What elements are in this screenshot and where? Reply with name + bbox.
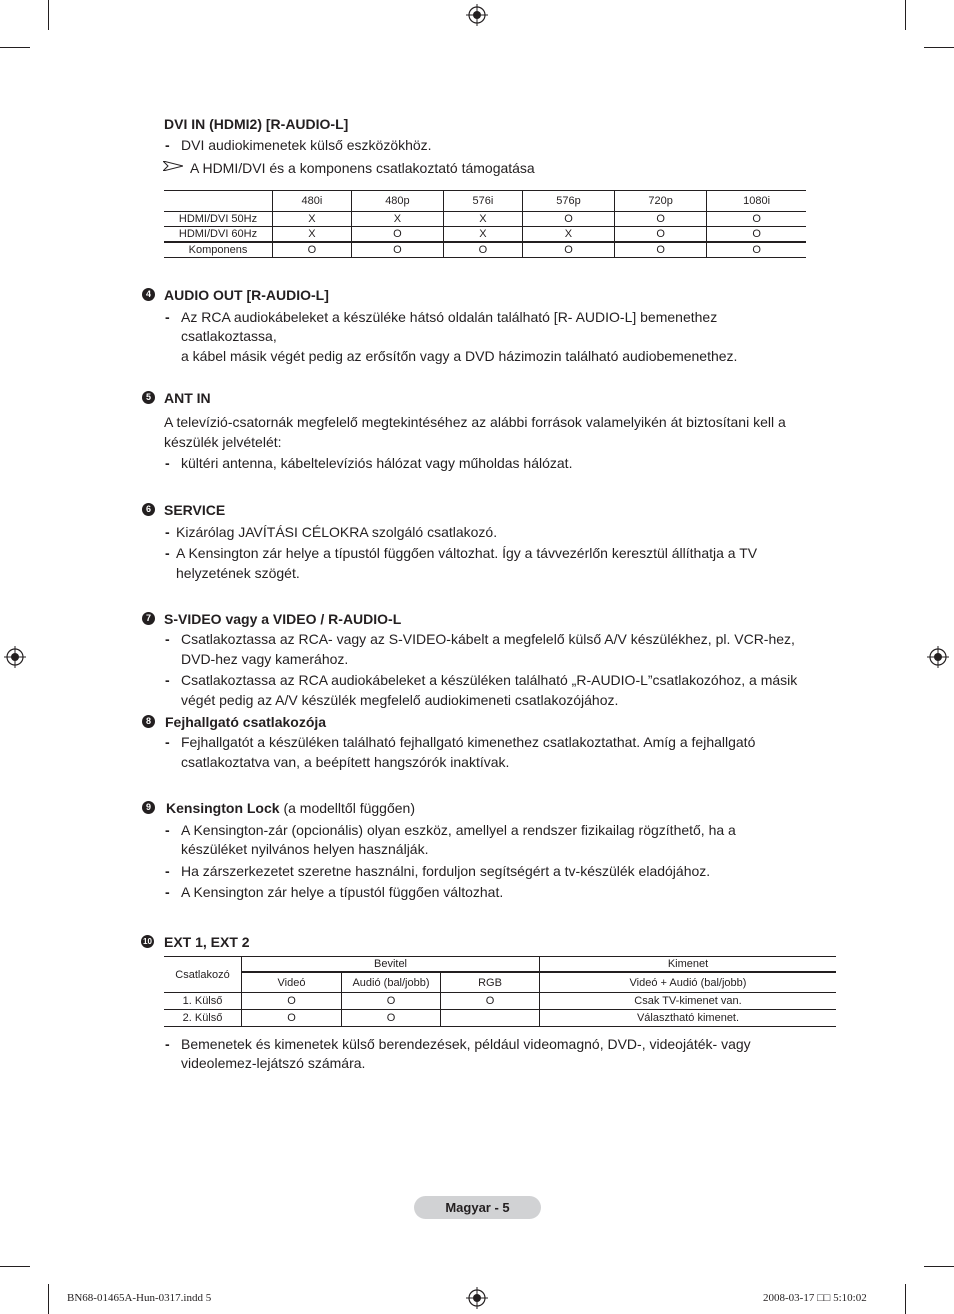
table-cell: O bbox=[342, 1010, 441, 1027]
table-cell bbox=[441, 1010, 540, 1027]
table-cell: O bbox=[707, 212, 806, 227]
table-cell: HDMI/DVI 50Hz bbox=[178, 213, 258, 225]
table-cell: HDMI/DVI 60Hz bbox=[178, 228, 258, 240]
service-bullet: Kizárólag JAVÍTÁSI CÉLOKRA szolgáló csatlakozó. bbox=[176, 524, 498, 540]
bullet-dash: - bbox=[165, 1036, 170, 1052]
section-number-badge: 7 bbox=[142, 612, 155, 625]
table-cell: X bbox=[351, 212, 443, 227]
audio-out-title: AUDIO OUT [R-AUDIO-L] bbox=[164, 287, 329, 303]
bullet-dash: - bbox=[165, 863, 170, 879]
ant-in-line: A televízió-csatornák megfelelő megtekintéséhez az alábbi források valamelyikén át biztosítani kell a bbox=[164, 414, 786, 430]
table-header-cell: 480p bbox=[351, 191, 443, 212]
bullet-dash: - bbox=[165, 884, 170, 900]
crop-mark bbox=[924, 47, 954, 48]
headphone-title: Fejhallgató csatlakozója bbox=[165, 714, 327, 730]
bullet-dash: - bbox=[165, 524, 170, 540]
ext-rgb-header: RGB bbox=[441, 972, 540, 993]
crop-mark bbox=[0, 47, 30, 48]
ext-input-header: Bevitel bbox=[242, 957, 540, 973]
table-cell: X bbox=[273, 227, 352, 243]
table-cell: O bbox=[242, 993, 342, 1010]
ext-output-sub-header: Videó + Audió (bal/jobb) bbox=[540, 972, 837, 993]
section-number-badge: 10 bbox=[141, 935, 154, 948]
crop-mark bbox=[905, 1284, 906, 1314]
service-title: SERVICE bbox=[164, 502, 226, 518]
table-cell: O bbox=[615, 212, 707, 227]
kensington-bullet: A Kensington zár helye a típustól függően változhat. bbox=[181, 884, 504, 900]
ext-audio-header: Audió (bal/jobb) bbox=[342, 972, 441, 993]
table-cell: O bbox=[441, 993, 540, 1010]
kensington-bullet: készüléket nyilvános helyen használják. bbox=[181, 841, 429, 857]
ext-video-header: Videó bbox=[242, 972, 342, 993]
table-row bbox=[164, 242, 806, 258]
bullet-dash: - bbox=[165, 672, 170, 688]
table-cell: X bbox=[444, 212, 523, 227]
table-cell: O bbox=[342, 993, 441, 1010]
crop-mark bbox=[48, 0, 49, 30]
svideo-bullet: végét pedig az A/V készülék megfelelő audiokimeneti csatlakozójához. bbox=[181, 692, 619, 708]
section-number-badge: 9 bbox=[142, 801, 155, 814]
table-header-cell: 576i bbox=[444, 191, 523, 212]
ext-table bbox=[164, 956, 836, 1027]
dvi-title: DVI IN (HDMI2) [R-AUDIO-L] bbox=[164, 116, 349, 132]
section-number-badge: 5 bbox=[142, 391, 155, 404]
svideo-bullet: Csatlakoztassa az RCA- vagy az S-VIDEO-kábelt a megfelelő külső A/V készülékhez, pl. VCR-hez, bbox=[181, 631, 795, 647]
svideo-bullet: Csatlakoztassa az RCA audiokábeleket a készüléken található „R-AUDIO-L”csatlakozóhoz, a másik bbox=[181, 672, 798, 688]
note-arrow-icon bbox=[163, 161, 183, 171]
file-slug: BN68-01465A-Hun-0317.indd 5 bbox=[67, 1292, 212, 1304]
ext-bullet: Bemenetek és kimenetek külső berendezések, például videomagnó, DVD-, videojáték- vagy bbox=[181, 1036, 751, 1052]
kensington-bullet: Ha zárszerkezetet szeretne használni, forduljon segítségért a tv-készülék eladójához. bbox=[181, 863, 711, 879]
kensington-subtitle: (a modelltől függően) bbox=[283, 800, 415, 816]
table-cell: O bbox=[615, 227, 707, 243]
table-cell: Csak TV-kimenet van. bbox=[540, 993, 837, 1010]
table-row bbox=[164, 227, 806, 243]
bullet-dash: - bbox=[165, 137, 170, 153]
ant-in-bullet: kültéri antenna, kábeltelevíziós hálózat vagy műholdas hálózat. bbox=[181, 455, 573, 471]
bullet-dash: - bbox=[165, 545, 170, 561]
ant-in-line: készülék jelvételét: bbox=[164, 434, 282, 450]
table-cell: X bbox=[522, 227, 614, 243]
table-cell: 1. Külső bbox=[182, 995, 223, 1007]
svideo-title: S-VIDEO vagy a VIDEO / R-AUDIO-L bbox=[164, 611, 402, 627]
ext-bullet: videolemez-lejátszó számára. bbox=[181, 1055, 366, 1071]
registration-mark-icon bbox=[466, 1287, 488, 1309]
bullet-dash: - bbox=[165, 309, 170, 325]
table-cell: O bbox=[707, 242, 806, 258]
table-cell: O bbox=[522, 212, 614, 227]
dvi-bullet: DVI audiokimenetek külső eszközökhöz. bbox=[181, 137, 432, 153]
registration-mark-icon bbox=[927, 646, 949, 668]
table-header-cell: 480i bbox=[273, 191, 352, 212]
table-cell: O bbox=[273, 242, 352, 258]
ext-connector-header: Csatlakozó bbox=[164, 957, 242, 993]
table-cell: X bbox=[273, 212, 352, 227]
section-number-badge: 8 bbox=[142, 715, 155, 728]
svideo-bullet: DVD-hez vagy kamerához. bbox=[181, 651, 349, 667]
crop-mark bbox=[0, 1266, 30, 1267]
registration-mark-icon bbox=[466, 4, 488, 26]
table-cell: Választható kimenet. bbox=[540, 1010, 837, 1027]
bullet-dash: - bbox=[165, 822, 170, 838]
bullet-dash: - bbox=[165, 734, 170, 750]
table-cell: O bbox=[522, 242, 614, 258]
hdmi-support-table bbox=[164, 190, 806, 258]
service-bullet: helyzetének szögét. bbox=[176, 565, 300, 581]
table-cell: 2. Külső bbox=[182, 1012, 223, 1024]
table-header-cell: 1080i bbox=[707, 191, 806, 212]
service-bullet: A Kensington zár helye a típustól függően változhat. Így a távvezérlőn keresztül állíthatja a TV bbox=[176, 545, 758, 561]
ant-in-title: ANT IN bbox=[164, 390, 211, 406]
page-number-label: Magyar - 5 bbox=[414, 1196, 541, 1219]
table-cell: Komponens bbox=[188, 244, 248, 256]
table-cell: O bbox=[707, 227, 806, 243]
table-header-cell: 720p bbox=[615, 191, 707, 212]
table-cell: X bbox=[444, 227, 523, 243]
audio-out-line: a kábel másik végét pedig az erősítőn vagy a DVD házimozin található audiobemenethez. bbox=[181, 348, 738, 364]
table-cell: O bbox=[444, 242, 523, 258]
dvi-note: A HDMI/DVI és a komponens csatlakoztató támogatása bbox=[190, 160, 535, 176]
bullet-dash: - bbox=[165, 631, 170, 647]
headphone-bullet: csatlakoztatva van, a beépített hangszórók inaktívak. bbox=[181, 754, 510, 770]
table-row bbox=[164, 993, 836, 1010]
table-cell: O bbox=[351, 242, 443, 258]
ext-title: EXT 1, EXT 2 bbox=[164, 934, 250, 950]
audio-out-line: Az RCA audiokábeleket a készüléke hátsó oldalán található [R- AUDIO-L] bemenethez bbox=[181, 309, 718, 325]
headphone-bullet: Fejhallgatót a készüléken található fejhallgató kimenethez csatlakoztathat. Amíg a fejhallgató bbox=[181, 734, 756, 750]
audio-out-line: csatlakoztassa, bbox=[181, 328, 277, 344]
crop-mark bbox=[905, 0, 906, 30]
section-number-badge: 4 bbox=[142, 288, 155, 301]
kensington-bullet: A Kensington-zár (opcionális) olyan eszköz, amellyel a rendszer fizikailag rögzíthető, ha a bbox=[181, 822, 736, 838]
section-number-badge: 6 bbox=[142, 503, 155, 516]
table-row bbox=[164, 212, 806, 227]
table-header-cell: 576p bbox=[522, 191, 614, 212]
ext-output-header: Kimenet bbox=[540, 957, 837, 973]
table-header-cell bbox=[164, 191, 273, 212]
table-cell: O bbox=[242, 1010, 342, 1027]
kensington-title: Kensington Lock bbox=[166, 800, 280, 816]
table-cell: O bbox=[615, 242, 707, 258]
registration-mark-icon bbox=[4, 646, 26, 668]
crop-mark bbox=[48, 1284, 49, 1314]
table-row bbox=[164, 1010, 836, 1027]
crop-mark bbox=[924, 1266, 954, 1267]
kensington-heading bbox=[166, 798, 415, 818]
date-slug: 2008-03-17 □□ 5:10:02 bbox=[763, 1292, 867, 1304]
bullet-dash: - bbox=[165, 455, 170, 471]
table-cell: O bbox=[351, 227, 443, 243]
